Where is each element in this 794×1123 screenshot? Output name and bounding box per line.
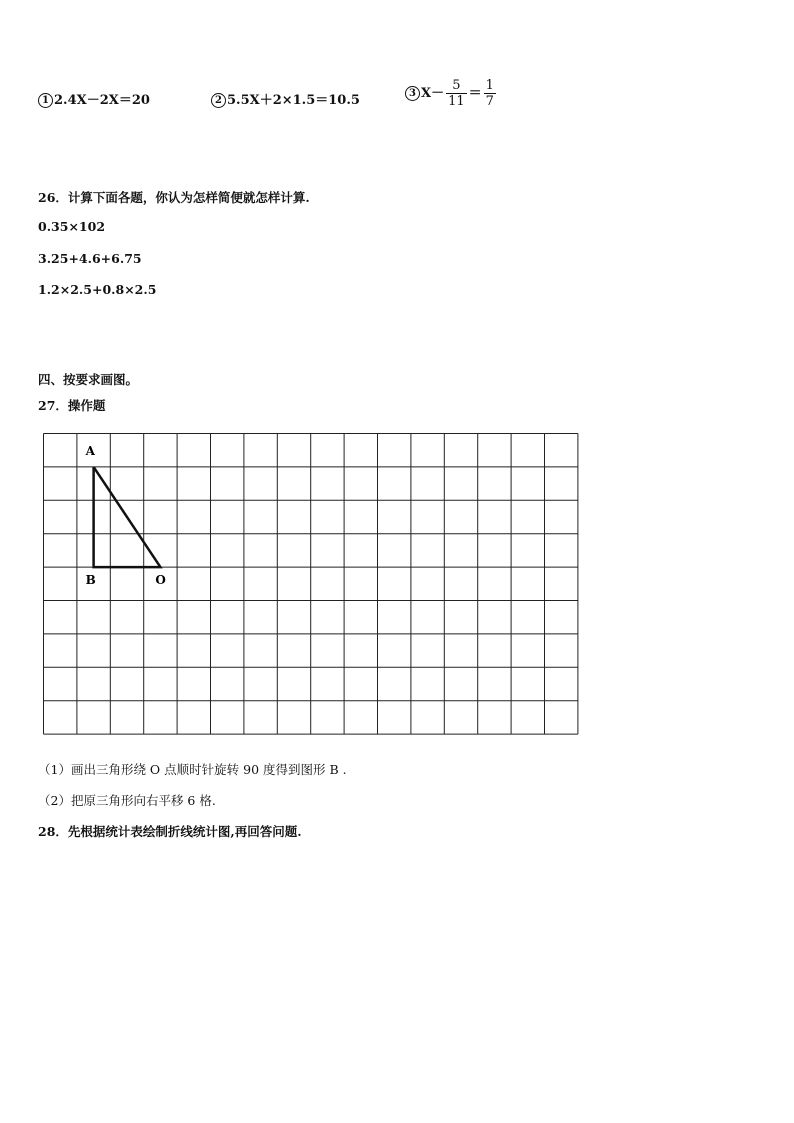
task-2: （2）把原三角形向右平移 6 格. [38,793,216,808]
vertex-label-b: B [85,573,96,588]
fraction-numerator: 5 [446,78,467,94]
fraction-denominator: 7 [485,94,494,109]
drawing-grid [43,433,579,740]
task-1: （1）画出三角形绕 O 点顺时针旋转 90 度得到图形 B . [38,762,347,777]
circled-number-1: 1 [38,93,53,108]
section-4-title: 四、按要求画图。 [38,372,139,387]
equation-3-prefix: X－ [421,86,445,101]
circled-number-3: 3 [405,86,420,101]
equation-3 [405,78,498,109]
calc-item-2: 3.25+4.6+6.75 [38,251,142,266]
circled-number-2: 2 [211,93,226,108]
equation-2 [211,89,360,108]
equation-3-equals: ＝ [468,86,482,101]
fraction-denominator: 11 [448,94,465,109]
calc-item-3: 1.2×2.5+0.8×2.5 [38,282,157,297]
equation-1-text: 2.4X－2X＝20 [54,93,150,108]
equation-1 [38,89,150,108]
vertex-label-o: O [155,573,166,588]
triangle-abo [94,467,161,567]
question-27-title: 27．操作题 [38,398,106,413]
question-26-title: 26．计算下面各题，你认为怎样简便就怎样计算. [38,190,310,205]
grid-lines [44,434,578,735]
fraction-numerator: 1 [485,78,494,93]
question-28-title: 28．先根据统计表绘制折线统计图,再回答问题. [38,824,302,839]
fraction-1-7 [484,78,496,109]
fraction-5-11 [446,78,467,109]
equation-2-text: 5.5X＋2×1.5＝10.5 [227,93,360,108]
vertex-label-a: A [85,443,95,458]
calc-item-1: 0.35×102 [38,219,106,234]
